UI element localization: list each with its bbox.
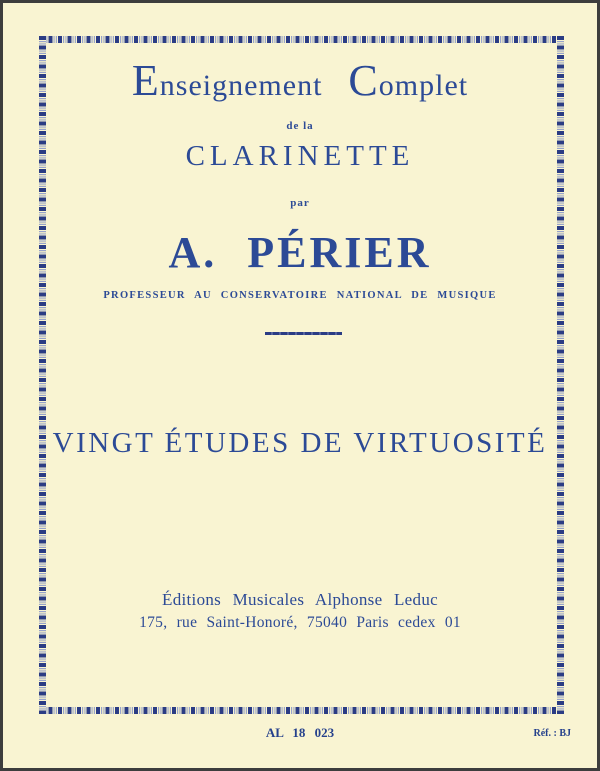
reference-code: Réf. : BJ: [533, 728, 571, 739]
border-strip-bottom: [39, 707, 564, 714]
publisher-name: Éditions Musicales Alphonse Leduc: [162, 590, 438, 609]
author-credentials: PROFESSEUR AU CONSERVATOIRE NATIONAL DE MUSIQUE: [103, 290, 497, 301]
author-name: A. PÉRIER: [168, 228, 432, 277]
byline-connector: par: [290, 197, 310, 209]
instrument-title: CLARINETTE: [185, 140, 415, 172]
series-title-part: nseignement: [159, 69, 323, 102]
decorative-border: [39, 36, 564, 714]
divider-rule: [265, 332, 342, 335]
series-subtitle-connector: de la: [286, 120, 314, 132]
work-title: VINGT ÉTUDES DE VIRTUOSITÉ: [52, 427, 548, 459]
border-strip-right: [557, 36, 564, 714]
series-title-part: omplet: [378, 69, 469, 102]
border-strip-top: [39, 36, 564, 43]
publisher-address: 175, rue Saint-Honoré, 75040 Paris cedex 01: [139, 614, 461, 631]
series-title-initial: C: [348, 56, 379, 105]
series-title-initial: E: [131, 56, 160, 105]
series-title: [3, 56, 597, 105]
border-strip-left: [39, 36, 46, 714]
catalog-number: AL 18 023: [265, 725, 335, 740]
